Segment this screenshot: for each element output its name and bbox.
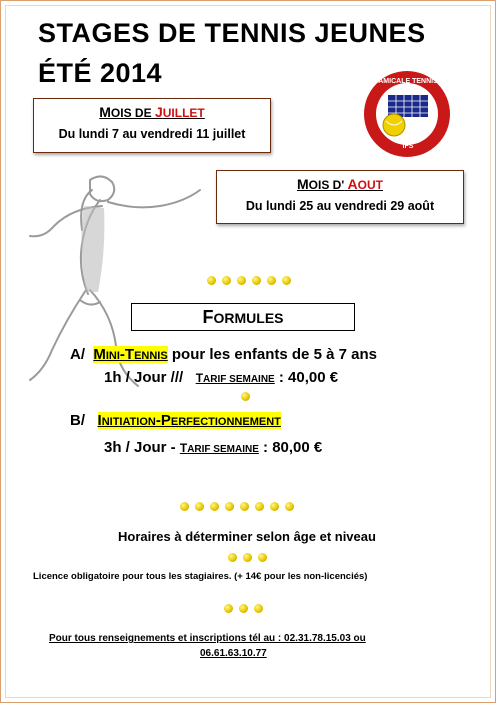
july-dates: Du lundi 7 au vendredi 11 juillet	[58, 127, 246, 141]
formula-b-title: B/ INITIATION-PERFECTIONNEMENT	[70, 412, 281, 429]
logo-bottom-text: IFS	[402, 143, 414, 150]
mini-tennis-label: MINI-TENNIS	[93, 346, 168, 363]
ball-divider-5	[224, 604, 269, 613]
august-dates: Du lundi 25 au vendredi 29 août	[245, 199, 435, 213]
formules-heading: FORMULES	[131, 303, 355, 331]
title-line-1: STAGES DE TENNIS JEUNES	[38, 18, 426, 48]
formula-a-title: A/ MINI-TENNIS pour les enfants de 5 à 7 ans	[70, 346, 377, 363]
formula-b-price: 3h / Jour - TARIF SEMAINE : 80,00 €	[104, 439, 323, 456]
horaires-text: Horaires à déterminer selon âge et niveau	[118, 529, 376, 544]
ball-divider-2	[241, 392, 256, 401]
ball-divider-1	[207, 276, 297, 285]
august-box	[216, 170, 464, 224]
ball-divider-3	[180, 502, 300, 511]
contact-line-2: 06.61.63.10.77	[200, 648, 267, 659]
august-heading: MOIS D' AOUT	[296, 176, 383, 192]
ball-divider-4	[228, 553, 273, 562]
formula-a-price: 1h / Jour /// TARIF SEMAINE : 40,00 €	[104, 369, 339, 386]
contact-line-1: Pour tous renseignements et inscriptions tél au : 02.31.78.15.03 ou	[49, 633, 366, 644]
licence-text: Licence obligatoire pour tous les stagiaires. (+ 14€ pour les non-licenciés)	[33, 571, 368, 582]
july-box	[33, 98, 271, 153]
july-heading: MOIS DE JUILLET	[99, 104, 205, 120]
logo-top-text: AMICALE TENNIS	[378, 78, 438, 85]
title-line-2: ÉTÉ 2014	[38, 58, 163, 88]
initiation-label: INITIATION-PERFECTIONNEMENT	[97, 412, 281, 429]
